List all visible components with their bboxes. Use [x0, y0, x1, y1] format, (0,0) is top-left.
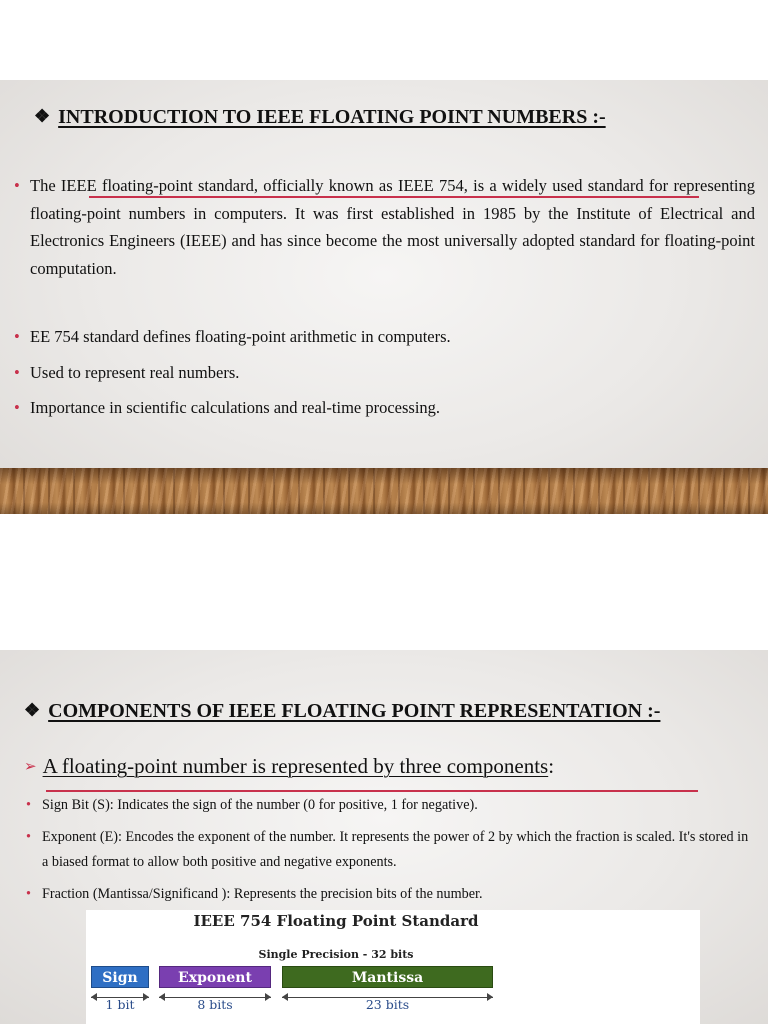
wood-floor-decoration — [0, 468, 768, 514]
list-item: • Fraction (Mantissa/Significand ): Represents the precision bits of the number. — [26, 882, 756, 907]
ieee754-diagram — [86, 910, 700, 1024]
diamond-star-icon: ❖ — [34, 106, 51, 126]
intro-paragraph-list — [14, 172, 755, 283]
slide-introduction — [0, 80, 768, 514]
subheading — [24, 754, 554, 779]
slide-title — [34, 106, 606, 129]
intro-bullet-list — [14, 326, 755, 433]
list-item: • EE 754 standard defines floating-point arithmetic in computers. — [14, 326, 755, 348]
list-item: • Used to represent real numbers. — [14, 362, 755, 384]
diamond-star-icon: ❖ — [24, 700, 41, 720]
underline-annotation — [89, 196, 699, 198]
underline-annotation — [46, 790, 698, 792]
slide-title-text: COMPONENTS OF IEEE FLOATING POINT REPRESENTATION :- — [48, 700, 661, 722]
intro-paragraph: • The IEEE floating-point standard, officially known as IEEE 754, is a widely used standard for representing floating-point numbers in computers. It was first established in 1985 by the Institute of Electrical and Electronics Engineers (IEEE) and has since become the most universally adopted standard for floating-point computation. — [14, 172, 755, 283]
list-item: • Sign Bit (S): Indicates the sign of the number (0 for positive, 1 for negative). — [26, 793, 756, 818]
list-item: • Importance in scientific calculations and real-time processing. — [14, 397, 755, 419]
sign-bits-label: 1 bit — [105, 997, 135, 1012]
components-bullet-list — [26, 793, 756, 914]
mantissa-segment: Mantissa — [282, 966, 493, 988]
exponent-bits-label: 8 bits — [197, 997, 233, 1012]
slide-components — [0, 650, 768, 1024]
slide-title — [24, 700, 660, 723]
diagram-title: IEEE 754 Floating Point Standard — [193, 912, 479, 930]
slide-title-text: INTRODUCTION TO IEEE FLOATING POINT NUMBERS :- — [58, 106, 606, 128]
list-item: • Exponent (E): Encodes the exponent of the number. It represents the power of 2 by which the fraction is scaled. It's stored in a biased format to allow both positive and negative exponents. — [26, 825, 756, 874]
diagram-subtitle: Single Precision - 32 bits — [258, 948, 414, 961]
sign-segment: Sign — [91, 966, 149, 988]
arrow-bullet-icon: ➢ — [24, 759, 37, 775]
subheading-suffix: : — [548, 754, 555, 778]
exponent-segment: Exponent — [159, 966, 271, 988]
mantissa-bits-label: 23 bits — [365, 997, 410, 1012]
subheading-text: A floating-point number is represented by three components — [42, 754, 549, 778]
